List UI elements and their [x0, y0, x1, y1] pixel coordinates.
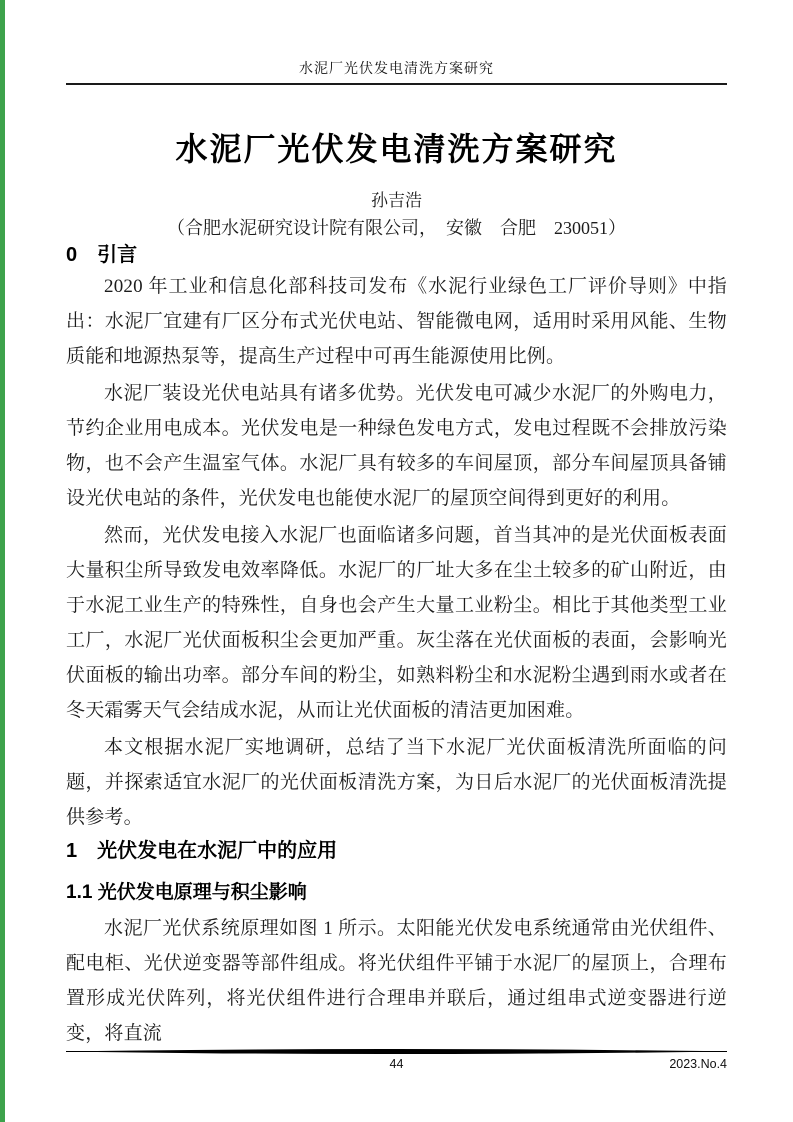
running-head: 水泥厂光伏发电清洗方案研究: [299, 62, 494, 77]
left-accent-bar: [0, 0, 5, 1122]
header-rule: [66, 83, 727, 85]
intro-paragraph-3: 然而，光伏发电接入水泥厂也面临诸多问题，首当其冲的是光伏面板表面大量积尘所导致发电效率降低。水泥厂的厂址大多在尘土较多的矿山附近，由于水泥工业生产的特殊性，自身也会产生大量工业粉尘。相比于其他类型工业工厂，水泥厂光伏面板积尘会更加严重。灰尘落在光伏面板的表面，会影响光伏面板的输出功率。部分车间的粉尘，如熟料粉尘和水泥粉尘遇到雨水或者在冬天霜雾天气会结成水泥，从而让光伏面板的清洁更加困难。: [66, 525, 727, 721]
article-title: 水泥厂光伏发电清洗方案研究: [175, 131, 618, 167]
subsection-heading-principle: 1.1 光伏发电原理与积尘影响: [66, 882, 307, 903]
page-content: [66, 0, 727, 1053]
section-heading-application: 1 光伏发电在水泥厂中的应用: [66, 840, 338, 862]
section-heading-intro: 0 引言: [66, 244, 138, 266]
issue-label: 2023.No.4: [669, 1057, 727, 1071]
author-affiliation: （合肥水泥研究设计院有限公司， 安徽 合肥 230051）: [167, 218, 626, 238]
page-footer: [66, 1048, 727, 1077]
page-number: 44: [389, 1057, 404, 1071]
author-name: 孙吉浩: [371, 191, 422, 210]
intro-paragraph-1: 2020 年工业和信息化部科技司发布《水泥行业绿色工厂评价导则》中指出：水泥厂宜建有厂区分布式光伏电站、智能微电网，适用时采用风能、生物质能和地源热泵等，提高生产过程中可再生能源使用比例。: [66, 276, 727, 367]
intro-paragraph-4: 本文根据水泥厂实地调研，总结了当下水泥厂光伏面板清洗所面临的问题，并探索适宜水泥厂的光伏面板清洗方案，为日后水泥厂的光伏面板清洗提供参考。: [66, 737, 727, 828]
footer-tapered-rule: [66, 1048, 727, 1055]
footer-row: [66, 1057, 727, 1077]
intro-paragraph-2: 水泥厂装设光伏电站具有诸多优势。光伏发电可减少水泥厂的外购电力，节约企业用电成本。光伏发电是一种绿色发电方式，发电过程既不会排放污染物，也不会产生温室气体。水泥厂具有较多的车间屋顶，部分车间屋顶具备铺设光伏电站的条件，光伏发电也能使水泥厂的屋顶空间得到更好的利用。: [66, 383, 727, 509]
application-paragraph-1: 水泥厂光伏系统原理如图 1 所示。太阳能光伏发电系统通常由光伏组件、配电柜、光伏逆变器等部件组成。将光伏组件平铺于水泥厂的屋顶上，合理布置形成光伏阵列，将光伏组件进行合理串并联后，通过组串式逆变器进行逆变，将直流: [66, 918, 727, 1044]
